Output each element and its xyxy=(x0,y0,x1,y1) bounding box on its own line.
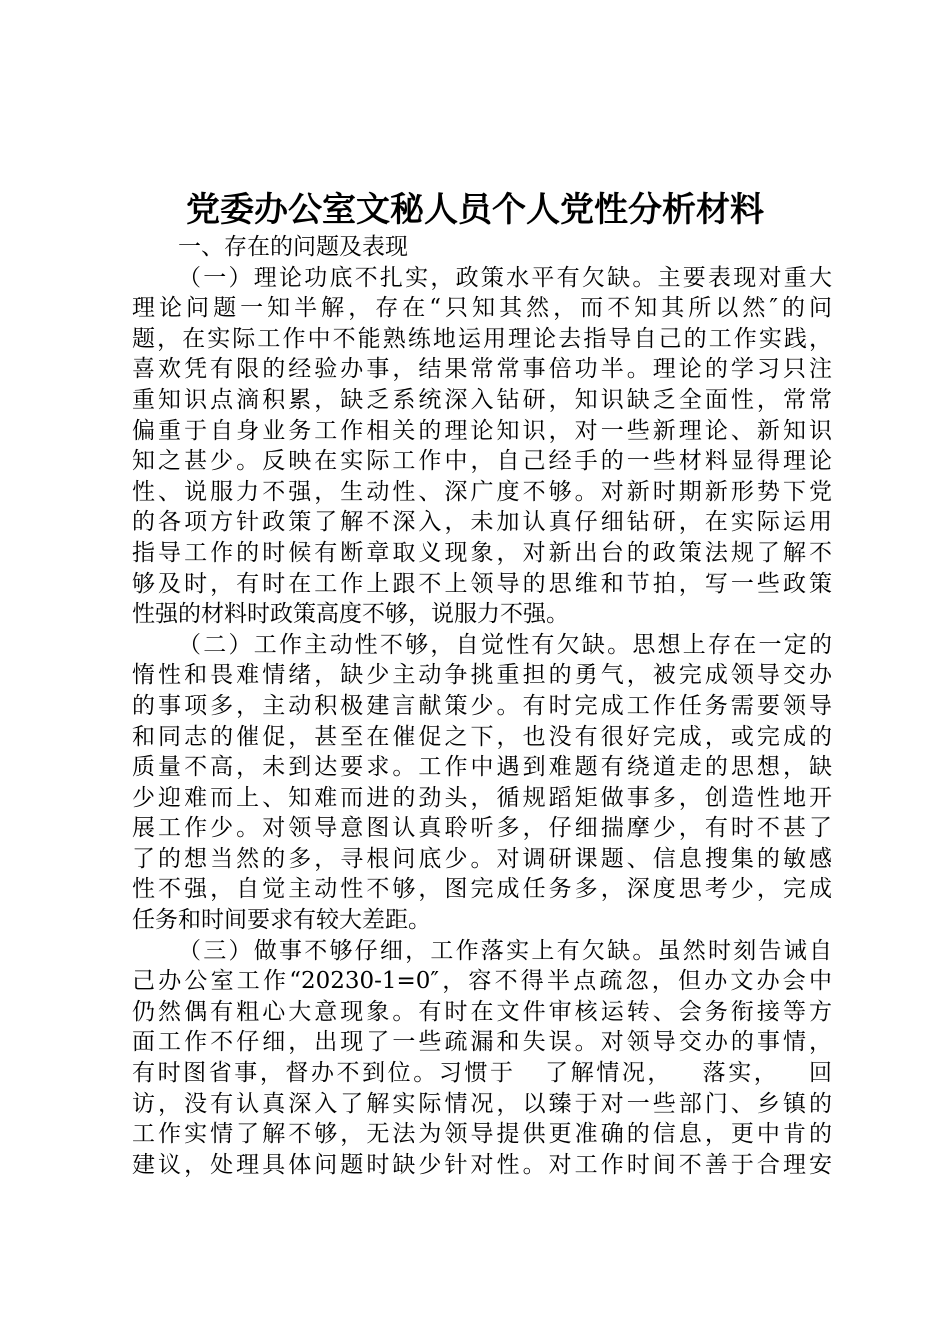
paragraph-line: 知之甚少。反映在实际工作中，自己经手的一些材料显得理论 xyxy=(132,448,832,475)
paragraph-line: 重知识点滴积累，缺乏系统深入钻研，知识缺乏全面性，常常 xyxy=(132,386,832,413)
paragraph-line xyxy=(132,1180,832,1211)
paragraph-line: 够及时，有时在工作上跟不上领导的思维和节拍，写一些政策 xyxy=(132,570,832,597)
paragraph-line: 理论问题一知半解，存在“只知其然，而不知其所以然″的问 xyxy=(132,295,832,322)
paragraph-line: （一）理论功底不扎实，政策水平有欠缺。主要表现对重大 xyxy=(178,264,832,291)
paragraph-line: 的事项多，主动积极建言献策少。有时完成工作任务需要领导 xyxy=(132,692,832,719)
paragraph-line: 少迎难而上、知难而进的劲头，循规蹈矩做事多，创造性地开 xyxy=(132,784,832,811)
paragraph-line: 题，在实际工作中不能熟练地运用理论去指导自己的工作实践， xyxy=(132,325,832,352)
paragraph-line: 的各项方针政策了解不深入，未加认真仔细钻研，在实际运用 xyxy=(132,509,832,536)
paragraph-line: 偏重于自身业务工作相关的理论知识，对一些新理论、新知识 xyxy=(132,417,832,444)
paragraph-line: 性不强，自觉主动性不够，图完成任务多，深度思考少，完成 xyxy=(132,876,832,903)
paragraph-line: 喜欢凭有限的经验办事，结果常常事倍功半。理论的学习只注 xyxy=(132,356,832,383)
paragraph-line: 性强的材料时政策高度不够，说服力不强。 xyxy=(132,601,569,628)
paragraph-line: 了的想当然的多，寻根问底少。对调研课题、信息搜集的敏感 xyxy=(132,845,832,872)
paragraph-line: 惰性和畏难情绪，缺少主动争挑重担的勇气，被完成领导交办 xyxy=(132,662,832,689)
section-heading: 一、存在的问题及表现 xyxy=(178,234,408,260)
paragraph-line: 面工作不仔细，出现了一些疏漏和失误。对领导交办的事情， xyxy=(132,1029,832,1056)
paragraph-line: 性、说服力不强，生动性、深广度不够。对新时期新形势下党 xyxy=(132,478,832,505)
paragraph-line: 仍然偶有粗心大意现象。有时在文件审核运转、会务衔接等方 xyxy=(132,998,832,1025)
paragraph-line: 建议，处理具体问题时缺少针对性。对工作时间不善于合理安 xyxy=(132,1151,832,1178)
paragraph-line: 质量不高，未到达要求。工作中遇到难题有绕道走的思想，缺 xyxy=(132,754,832,781)
paragraph-line: 和同志的催促，甚至在催促之下，也没有很好完成，或完成的 xyxy=(132,723,832,750)
paragraph-line: 己办公室工作“20230-1=0″，容不得半点疏忽，但办文办会中 xyxy=(132,968,832,995)
paragraph-line: 指导工作的时候有断章取义现象，对新出台的政策法规了解不 xyxy=(132,539,832,566)
paragraph-line: 任务和时间要求有较大差距。 xyxy=(132,907,431,934)
paragraph-line: 访，没有认真深入了解实际情况，以臻于对一些部门、乡镇的 xyxy=(132,1090,832,1117)
paragraph-line: 工作实情了解不够，无法为领导提供更准确的信息，更中肯的 xyxy=(132,1121,832,1148)
document-body xyxy=(132,232,832,1211)
paragraph-line: （三）做事不够仔细，工作落实上有欠缺。虽然时刻告诫自 xyxy=(178,937,832,964)
paragraph-line: 展工作少。对领导意图认真聆听多，仔细揣摩少，有时不甚了 xyxy=(132,815,832,842)
paragraph-line: 有时图省事，督办不到位。习惯于 了解情况， 落实， 回 xyxy=(132,1060,832,1087)
paragraph-line: （二）工作主动性不够，自觉性有欠缺。思想上存在一定的 xyxy=(178,631,832,658)
document-title: 党委办公室文秘人员个人党性分析材料 xyxy=(186,190,764,230)
